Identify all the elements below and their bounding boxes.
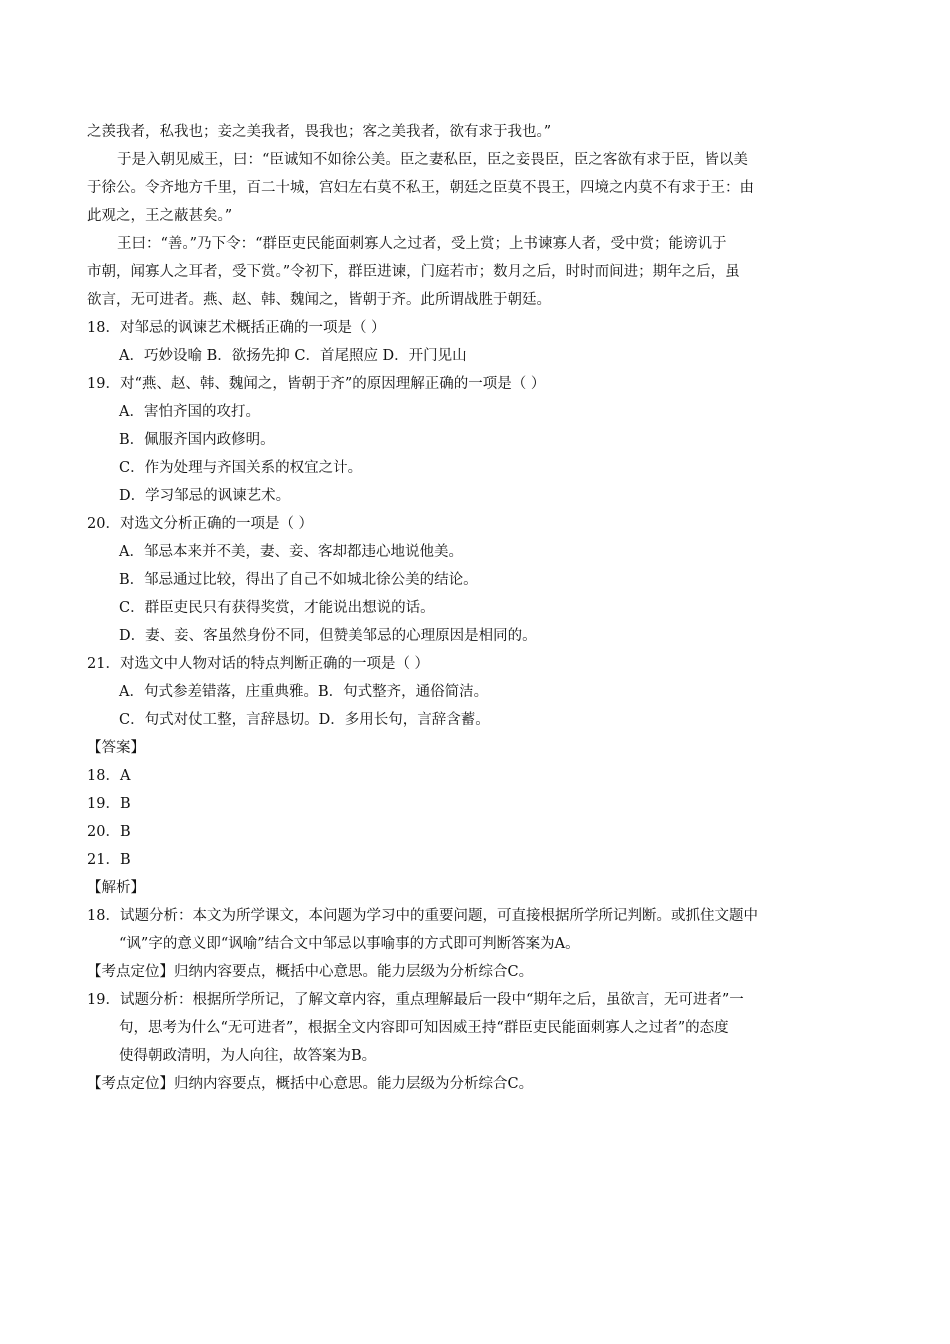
knowledge-point: 【考点定位】归纳内容要点，概括中心意思。能力层级为分析综合C。 [87, 1076, 534, 1092]
analysis-line: 句，思考为什么“无可进者”，根据全文内容即可知因威王持“群臣吏民能面刺寡人之过者”的态度 [119, 1020, 729, 1036]
question-18-stem: 18．对邹忌的讽谏艺术概括正确的一项是（ ） [87, 320, 386, 336]
question-option: D．妻、妾、客虽然身份不同，但赞美邹忌的心理原因是相同的。 [119, 628, 537, 644]
question-option: B．佩服齐国内政修明。 [119, 432, 275, 448]
question-option: A．巧妙设喻 B．欲扬先抑 C．首尾照应 D．开门见山 [119, 348, 467, 364]
question-option: B．邹忌通过比较，得出了自己不如城北徐公美的结论。 [119, 572, 478, 588]
question-option: D．学习邹忌的讽谏艺术。 [119, 488, 291, 504]
answer-item: 19．B [87, 796, 131, 812]
passage-line: 此观之，王之蔽甚矣。” [87, 208, 233, 224]
passage-line: 于是入朝见威王，曰：“臣诚知不如徐公美。臣之妻私臣，臣之妾畏臣，臣之客欲有求于臣，皆以美 [117, 152, 748, 168]
analysis-line: 使得朝政清明，为人向往，故答案为B。 [119, 1048, 377, 1064]
question-option: A．句式参差错落，庄重典雅。B．句式整齐，通俗简洁。 [119, 684, 489, 700]
answer-item: 20．B [87, 824, 131, 840]
answer-item: 18．A [87, 768, 131, 784]
answer-item: 21．B [87, 852, 131, 868]
question-20-stem: 20．对选文分析正确的一项是（ ） [87, 516, 314, 532]
passage-line: 市朝，闻寡人之耳者，受下赏。”令初下，群臣进谏，门庭若市；数月之后，时时而间进；期年之后，虽 [87, 264, 740, 280]
question-option: C．群臣吏民只有获得奖赏，才能说出想说的话。 [119, 600, 435, 616]
passage-line: 欲言，无可进者。燕、赵、韩、魏闻之，皆朝于齐。此所谓战胜于朝廷。 [87, 292, 551, 308]
question-21-stem: 21．对选文中人物对话的特点判断正确的一项是（ ） [87, 656, 430, 672]
passage-line: 于徐公。令齐地方千里，百二十城，宫妇左右莫不私王，朝廷之臣莫不畏王，四境之内莫不有求于王：由 [87, 180, 754, 196]
passage-line: 王曰：“善。”乃下令：“群臣吏民能面刺寡人之过者，受上赏；上书谏寡人者，受中赏；能谤讥于 [117, 236, 727, 252]
analysis-line: “讽”字的意义即“讽喻”结合文中邹忌以事喻事的方式即可判断答案为A。 [119, 936, 580, 952]
analysis-line: 19．试题分析：根据所学所记，了解文章内容，重点理解最后一段中“期年之后，虽欲言，无可进者”一 [87, 992, 744, 1008]
question-option: A．邹忌本来并不美，妻、妾、客却都违心地说他美。 [119, 544, 463, 560]
analysis-line: 18．试题分析：本文为所学课文，本问题为学习中的重要问题，可直接根据所学所记判断。或抓住文题中 [87, 908, 758, 924]
answers-header: 【答案】 [87, 740, 145, 756]
analysis-header: 【解析】 [87, 880, 145, 896]
passage-line: 之羡我者，私我也；妾之美我者，畏我也；客之美我者，欲有求于我也。” [87, 124, 552, 140]
question-option: C．句式对仗工整，言辞恳切。D．多用长句，言辞含蓄。 [119, 712, 490, 728]
question-19-stem: 19．对“燕、赵、韩、魏闻之，皆朝于齐”的原因理解正确的一项是（ ） [87, 376, 546, 392]
knowledge-point: 【考点定位】归纳内容要点，概括中心意思。能力层级为分析综合C。 [87, 964, 534, 980]
question-option: A．害怕齐国的攻打。 [119, 404, 260, 420]
question-option: C．作为处理与齐国关系的权宜之计。 [119, 460, 363, 476]
document-body [87, 118, 867, 1098]
